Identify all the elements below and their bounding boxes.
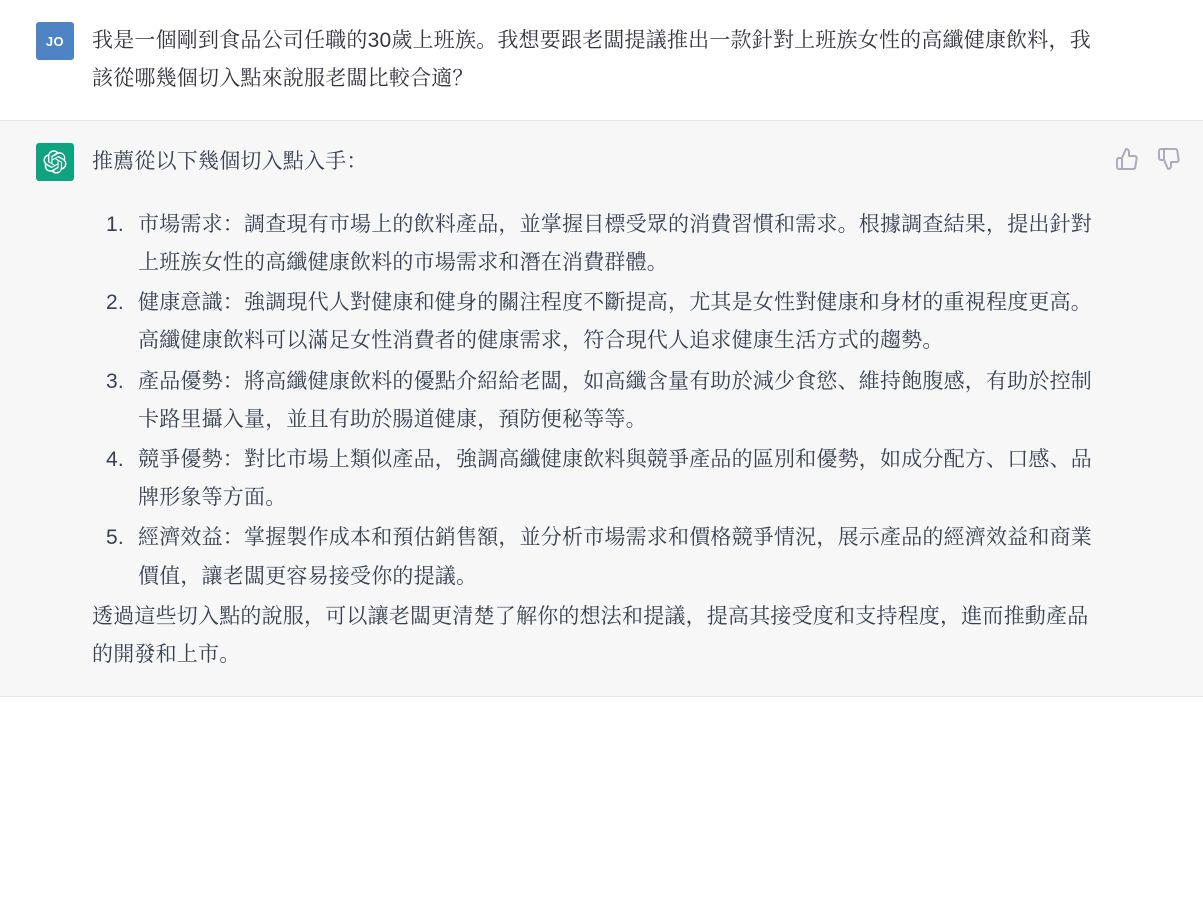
openai-logo-icon: [36, 143, 74, 181]
thumbs-down-icon[interactable]: [1157, 147, 1181, 171]
avatar: JO: [36, 22, 74, 60]
list-item: 3. 產品優勢：將高纖健康飲料的優點介紹給老闆，如高纖含量有助於減少食慾、維持飽腹感，有助於控制卡路里攝入量，並且有助於腸道健康，預防便秘等等。: [130, 363, 1093, 439]
thumbs-up-icon[interactable]: [1115, 147, 1139, 171]
assistant-closing-paragraph: 透過這些切入點的說服，可以讓老闆更清楚了解你的想法和提議，提高其接受度和支持程度，進而推動產品的開發和上市。: [92, 604, 1089, 667]
user-message-text: [92, 22, 1093, 98]
assistant-message-text: [92, 143, 1093, 674]
list-item: 1. 市場需求：調查現有市場上的飲料產品，並掌握目標受眾的消費習慣和需求。根據調查結果，提出針對上班族女性的高纖健康飲料的市場需求和潛在消費群體。: [130, 206, 1093, 282]
message-actions: [1115, 147, 1181, 171]
list-item: 2. 健康意識：強調現代人對健康和健身的關注程度不斷提高，尤其是女性對健康和身材的重視程度更高。高纖健康飲料可以滿足女性消費者的健康需求，符合現代人追求健康生活方式的趨勢。: [130, 284, 1093, 360]
list-item: 4. 競爭優勢：對比市場上類似產品，強調高纖健康飲料與競爭產品的區別和優勢，如成分配方、口感、品牌形象等方面。: [130, 441, 1093, 517]
assistant-message-row: [0, 121, 1203, 697]
assistant-intro-paragraph: 推薦從以下幾個切入點入手：: [92, 150, 368, 174]
suggestion-list: [92, 206, 1093, 596]
user-message-paragraph: 我是一個剛到食品公司任職的30歲上班族。我想要跟老闆提議推出一款針對上班族女性的高纖健康飲料，我該從哪幾個切入點來說服老闆比較合適？: [92, 29, 1091, 91]
assistant-message-content: [92, 143, 1203, 674]
user-message-row: [0, 0, 1203, 121]
assistant-avatar-column: [0, 143, 92, 674]
list-item: 5. 經濟效益：掌握製作成本和預估銷售額，並分析市場需求和價格競爭情況，展示產品的經濟效益和商業價值，讓老闆更容易接受你的提議。: [130, 519, 1093, 595]
user-avatar-column: [0, 22, 92, 98]
user-message-content: [92, 22, 1203, 98]
